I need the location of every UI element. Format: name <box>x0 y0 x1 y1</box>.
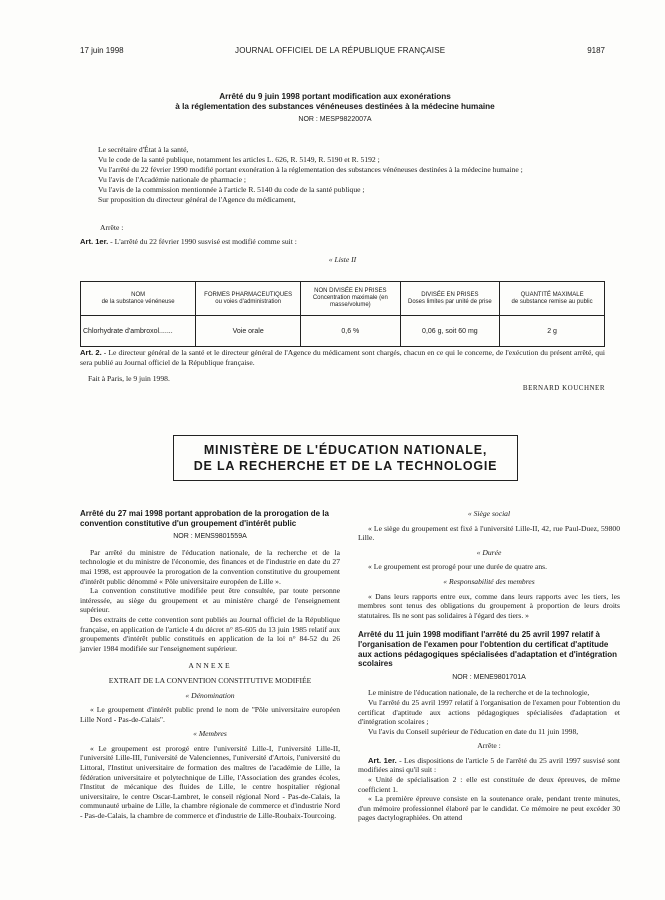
visa-paragraph: Sur proposition du directeur général de l'Agence du médicament, <box>98 195 296 204</box>
nor-reference: NOR : MENS9801559A <box>173 533 247 541</box>
paragraph: « Dans leurs rapports entre eux, comme dans leurs rapports avec les tiers, les membres sont tenus des obligations du groupement à proportion de leurs droits statutaires. Ils ne sont pas solidaires à l'égard des tiers. » <box>358 591 620 620</box>
paragraph: « Le groupement est prorogé pour une durée de quatre ans. <box>368 562 548 572</box>
article-1-label: Art. 1er. <box>368 755 397 765</box>
arrete-title: Arrêté du 27 mai 1998 portant approbation de la prorogation de la convention constitutive d'un groupement d'intérêt public <box>80 509 329 528</box>
substance-table <box>80 281 605 347</box>
arrete-title-line1: Arrêté du 9 juin 1998 portant modification aux exonérations <box>219 92 451 101</box>
right-column <box>358 509 620 823</box>
section-heading: « Durée <box>476 547 502 557</box>
section-heading: « Responsabilité des membres <box>443 576 535 586</box>
paragraph: « La première épreuve consiste en la soutenance orale, pendant trente minutes, d'un mémoire professionnel élaboré par le candidat. Ce mémoire ne peut excéder 30 pages dactylographiées. On attend <box>358 794 620 823</box>
annexe-heading: ANNEXE <box>188 661 232 671</box>
article-1-text: - L'arrêté du 22 février 1990 susvisé est modifié comme suit : <box>108 237 297 246</box>
article-1 <box>80 237 297 246</box>
extrait-heading: EXTRAIT DE LA CONVENTION CONSTITUTIVE MODIFIÉE <box>108 675 312 685</box>
paragraph: Vu l'arrêté du 25 avril 1997 relatif à l'organisation de l'examen pour l'obtention du certificat d'aptitude aux actions pédagogiques spécialisées d'adaptation et d'intégration scolaires ; <box>358 697 620 727</box>
paragraph: Des extraits de cette convention sont publiés au Journal officiel de la République française, en application de l'article 4 du décret n° 85-605 du 13 juin 1985 relatif aux groupements d'intérêt public constitués en application de la loi n° 84-52 du 26 janvier 1984 modifiée sur l'enseignement supérieur. <box>80 614 340 653</box>
arrete-title: Arrêté du 11 juin 1998 modifiant l'arrêté du 25 avril 1997 relatif à l'organisation de l'examen pour l'obtention du certificat d'aptitude aux actions pédagogiques spécialisées d'adaptation et d'intégration scolaires <box>358 630 617 669</box>
paragraph: « Le groupement d'intérêt public prend le nom de "Pôle universitaire européen Lille Nord - Pas-de-Calais". <box>80 705 340 724</box>
ministry-heading-box <box>173 435 518 481</box>
paragraph: Par arrêté du ministre de l'éducation nationale, de la recherche et de la technologie et du ministre de l'économie, des finances et de l'industrie en date du 27 mai 1998, est approuvée la prorogation de la convention constitutive du groupement d'intérêt public dénommé « Pôle universitaire européen de Lille ». <box>80 547 340 586</box>
paragraph: « Le siège du groupement est fixé à l'université Lille-II, 42, rue Paul-Duez, 59800 Lille. <box>358 523 620 543</box>
article-2 <box>80 348 605 368</box>
left-column <box>80 509 340 821</box>
table-cell: 0,6 % <box>301 316 401 347</box>
paragraph: Vu l'avis du Conseil supérieur de l'éducation en date du 11 juin 1998, <box>368 726 579 736</box>
paragraph: La convention constitutive modifiée peut être consultée, par toute personne intéressée, au siège du groupement et au ministère chargé de l'enseignement supérieur. <box>80 586 340 615</box>
arrete-title <box>150 92 520 112</box>
arrete-label: Arrête : <box>477 741 501 751</box>
section-heading: « Membres <box>193 729 227 739</box>
visa-paragraph: Vu l'arrêté du 22 février 1990 modifié portant exonération à la réglementation des substances vénéneuses destinées à la médecine humaine ; <box>98 165 523 174</box>
visa-paragraph: Vu l'avis de l'Académie nationale de pharmacie ; <box>98 175 246 184</box>
signature-date: Fait à Paris, le 9 juin 1998. <box>88 374 170 383</box>
ministry-line1: MINISTÈRE DE L'ÉDUCATION NATIONALE, <box>203 443 488 457</box>
header-date: 17 juin 1998 <box>80 46 124 55</box>
arrete-visas <box>80 145 605 205</box>
visa-paragraph: Vu le code de la santé publique, notamment les articles L. 626, R. 5149, R. 5190 et R. 5192 ; <box>98 155 380 164</box>
table-header-row <box>81 282 605 316</box>
table-header-cell: QUANTITÉ MAXIMALE de substance remise au public <box>500 282 605 316</box>
liste-heading: « Liste II <box>328 255 357 264</box>
section-heading: « Dénomination <box>185 690 235 700</box>
nor-reference: NOR : MENE9801701A <box>452 673 526 681</box>
table-cell: 2 g <box>500 316 605 347</box>
section-heading: « Siège social <box>467 509 511 518</box>
table-cell: 0,06 g, soit 60 mg <box>400 316 500 347</box>
article-2-text: - Le directeur général de la santé et le directeur général de l'Agence du médicament sont chargés, chacun en ce qui le concerne, de l'exécution du présent arrêté, qui sera publié au Journal officiel de la République française. <box>80 348 605 367</box>
arrete-title-line2: à la réglementation des substances vénéneuses destinées à la médecine humaine <box>175 102 495 111</box>
table-row <box>81 316 605 347</box>
paragraph: Le ministre de l'éducation nationale, de la recherche et de la technologie, <box>368 688 590 698</box>
table-header-cell: NOM de la substance vénéneuse <box>81 282 196 316</box>
arrete-label: Arrête : <box>100 223 124 232</box>
table-header-cell: DIVISÉE EN PRISES Doses limites par unité de prise <box>400 282 500 316</box>
paragraph: « Unité de spécialisation 2 : elle est constituée de deux épreuves, de même coefficient 1. <box>358 775 620 794</box>
table-header-cell: FORMES PHARMACEUTIQUES ou voies d'administration <box>196 282 301 316</box>
signer-name: BERNARD KOUCHNER <box>522 384 605 392</box>
table-cell: Chlorhydrate d'ambroxol....... <box>81 316 196 347</box>
table-cell: Voie orale <box>196 316 301 347</box>
page-number: 9187 <box>587 46 605 55</box>
nor-reference: NOR : MESP9822007A <box>298 116 372 123</box>
article-1 <box>358 756 620 775</box>
table-header-cell: NON DIVISÉE EN PRISES Concentration maximale (en masse/volume) <box>301 282 401 316</box>
paragraph: « Le groupement est prorogé entre l'université Lille-I, l'université Lille-II, l'université Lille-III, l'université de Valenciennes, l'université d'Artois, l'université du Littoral, l'Institut universitaire de formation des maîtres de l'académie de Lille, la fédération universitaire et polytechnique de Lille, l'Association des grandes écoles, l'Institut de mécanique des fluides de Lille, le centre hospitalier régional universitaire, le centre Oscar-Lambret, le conseil régional Nord - Pas-de-Calais, la communauté urbaine de Lille, la chambre régionale de commerce et d'industrie Nord - Pas-de-Calais, la chambre de commerce et d'industrie de Lille-Roubaix-Tourcoing. <box>80 743 340 821</box>
article-1-label: Art. 1er. <box>80 237 109 246</box>
article-2-label: Art. 2. <box>80 348 102 357</box>
visa-paragraph: Le secrétaire d'État à la santé, <box>98 145 189 154</box>
journal-title: JOURNAL OFFICIEL DE LA RÉPUBLIQUE FRANÇAISE <box>235 46 446 55</box>
article-1-text: - Les dispositions de l'article 5 de l'arrêté du 25 avril 1997 susvisé sont modifiées ainsi qu'il suit : <box>358 755 621 775</box>
ministry-line2: DE LA RECHERCHE ET DE LA TECHNOLOGIE <box>193 459 498 473</box>
visa-paragraph: Vu l'avis de la commission mentionnée à l'article R. 5140 du code de la santé publique ; <box>98 185 365 194</box>
